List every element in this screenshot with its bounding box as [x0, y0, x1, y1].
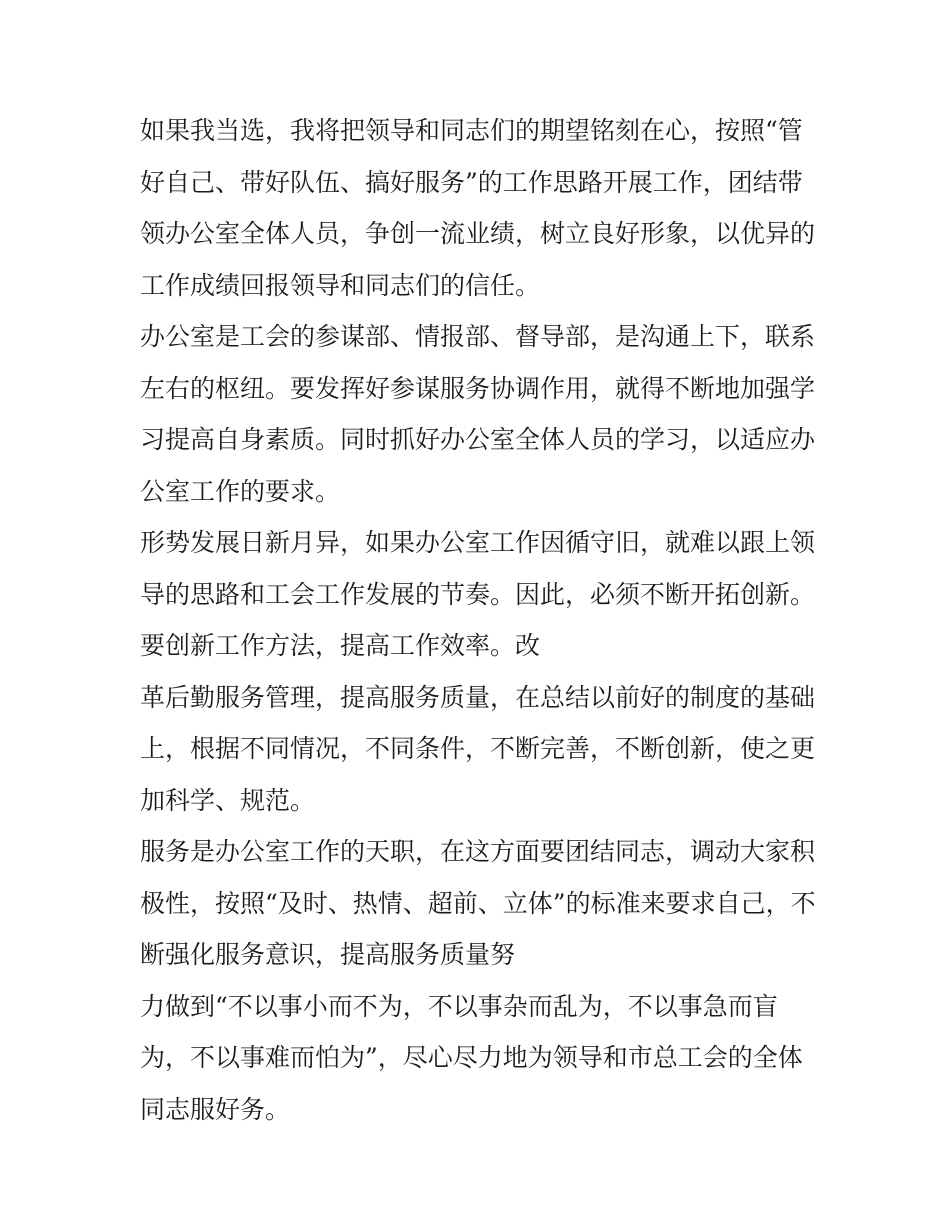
text-line: 领办公室全体人员，争创一流业绩，树立良好形象，以优异的: [140, 219, 816, 248]
text-line: 左右的枢纽。要发挥好参谋服务协调作用，就得不断地加强学: [140, 373, 816, 403]
document-body: [140, 105, 830, 1135]
text-line: 革后勤服务管理，提高服务质量，在总结以前好的制度的基础: [140, 682, 816, 712]
text-line: 如果我当选，我将把领导和同志们的期望铭刻在心，按照“管: [140, 116, 803, 145]
text-line: 要创新工作方法，提高工作效率。改: [140, 631, 541, 660]
text-line: 导的思路和工会工作发展的节奏。因此，必须不断开拓创新。: [140, 579, 816, 609]
text-line: 上，根据不同情况，不同条件，不断完善，不断创新，使之更: [140, 734, 816, 763]
text-line: 好自己、带好队伍、搞好服务”的工作思路开展工作，团结带: [140, 167, 803, 197]
text-line: 为，不以事难而怕为”，尽心尽力地为领导和市总工会的全体: [140, 1043, 803, 1072]
text-line: 力做到“不以事小而不为，不以事杂而乱为，不以事急而盲: [140, 991, 778, 1021]
text-line: 加科学、规范。: [140, 785, 316, 815]
text-line: 办公室是工会的参谋部、情报部、督导部，是沟通上下，联系: [140, 322, 816, 351]
text-line: 断强化服务意识，提高服务质量努: [140, 940, 516, 969]
text-line: 公室工作的要求。: [140, 476, 341, 506]
text-line: 服务是办公室工作的天职，在这方面要团结同志，调动大家积: [140, 837, 816, 866]
text-line: 习提高自身素质。同时抓好办公室全体人员的学习，以适应办: [140, 425, 816, 454]
text-line: 极性，按照“及时、热情、超前、立体”的标准来要求自己，不: [140, 888, 816, 918]
text-line: 形势发展日新月异，如果办公室工作因循守旧，就难以跟上领: [140, 528, 816, 557]
text-line: 工作成绩回报领导和同志们的信任。: [140, 270, 541, 300]
text-line: 同志服好务。: [140, 1094, 291, 1124]
